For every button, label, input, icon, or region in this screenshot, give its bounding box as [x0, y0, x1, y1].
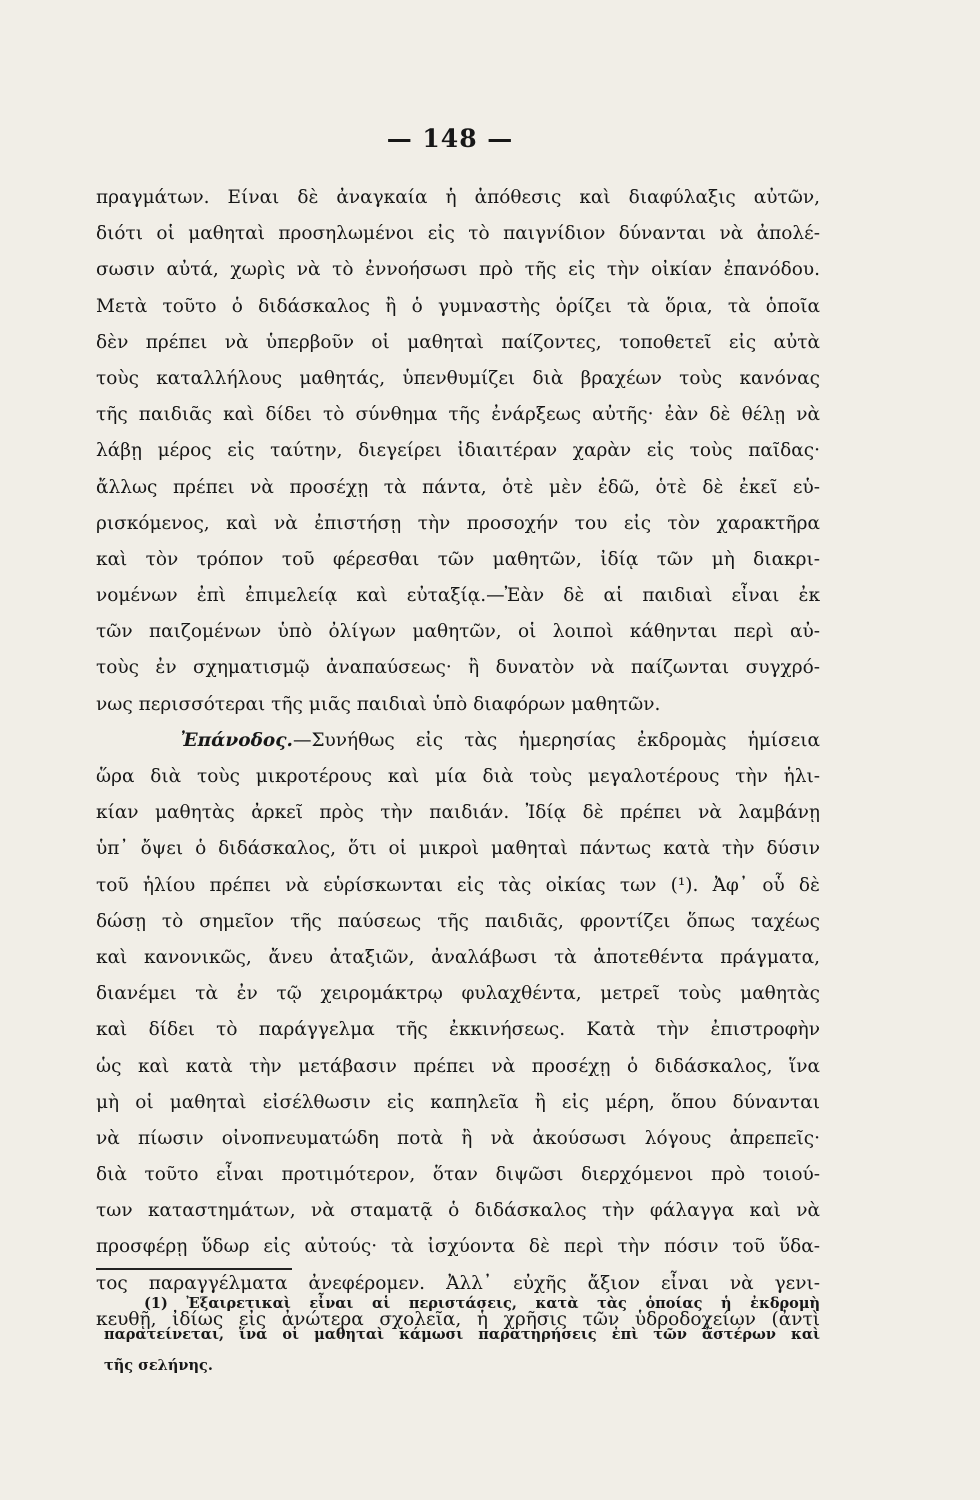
- text-line: σωσιν αὐτά, χωρὶς νὰ τὸ ἐννοήσωσι πρὸ τῆς εἰς τὴν οἰκίαν ἐπανόδου.: [96, 259, 820, 281]
- footnote-divider: [96, 1268, 292, 1270]
- text-line: καὶ κανονικῶς, ἄνευ ἀταξιῶν, ἀναλάβωσι τὰ ἀποτεθέντα πράγματα,: [96, 946, 820, 968]
- text-line: νομένων ἐπὶ ἐπιμελείᾳ καὶ εὐταξίᾳ.—Ἐὰν δὲ αἱ παιδιαὶ εἶναι ἐκ: [96, 585, 820, 607]
- text-line: νως περισσότεραι τῆς μιᾶς παιδιαὶ ὑπὸ διαφόρων μαθητῶν.: [96, 693, 661, 715]
- text-line: διότι οἱ μαθηταὶ προσηλωμένοι εἰς τὸ παιγνίδιον δύνανται νὰ ἀπολέ-: [96, 223, 820, 245]
- text-line: ρισκόμενος, καὶ νὰ ἐπιστήσῃ τὴν προσοχήν του εἰς τὸν χαρακτῆρα: [96, 512, 820, 534]
- footnotes: [104, 1288, 820, 1381]
- text-line: Μετὰ τοῦτο ὁ διδάσκαλος ἢ ὁ γυμναστὴς ὁρίζει τὰ ὅρια, τὰ ὁποῖα: [96, 295, 820, 317]
- section-heading: Ἐπάνοδος.: [180, 729, 293, 751]
- text-line: τοὺς ἐν σχηματισμῷ ἀναπαύσεως· ἢ δυνατὸν νὰ παίζωνται συγχρό-: [96, 657, 820, 679]
- text-line: ὑπ᾽ ὄψει ὁ διδάσκαλος, ὅτι οἱ μικροὶ μαθηταὶ πάντως κατὰ τὴν δύσιν: [96, 838, 820, 860]
- heading-continuation: —Συνήθως εἰς τὰς ἡμερησίας ἐκδρομὰς ἡμίσεια: [292, 729, 820, 751]
- text-line: ὥρα διὰ τοὺς μικροτέρους καὶ μία διὰ τοὺς μεγαλοτέρους τὴν ἡλι-: [96, 766, 820, 787]
- text-line: τῆς παιδιᾶς καὶ δίδει τὸ σύνθημα τῆς ἐνάρξεως αὐτῆς· ἐὰν δὲ θέλῃ νὰ: [96, 404, 820, 426]
- text-line: κευθῇ, ἰδίως εἰς ἀνώτερα σχολεῖα, ἡ χρῆσις τῶν ὑδροδοχείων (ἀντὶ: [96, 1308, 820, 1330]
- text-line: καὶ τὸν τρόπον τοῦ φέρεσθαι τῶν μαθητῶν, ἰδίᾳ τῶν μὴ διακρι-: [96, 548, 820, 570]
- text-line: προσφέρῃ ὕδωρ εἰς αὐτούς· τὰ ἰσχύοντα δὲ περὶ τὴν πόσιν τοῦ ὕδα-: [96, 1236, 820, 1258]
- footnote-line: παρατείνεται, ἵνα οἱ μαθηταὶ κάμωσι παρατηρήσεις ἐπὶ τῶν ἀστέρων καὶ: [104, 1326, 820, 1343]
- text-line: δὲν πρέπει νὰ ὑπερβοῦν οἱ μαθηταὶ παίζοντες, τοποθετεῖ εἰς αὐτὰ: [96, 331, 820, 353]
- body-text: [96, 180, 820, 1338]
- text-line: νὰ πίωσιν οἰνοπνευματώδη ποτὰ ἢ νὰ ἀκούσωσι λόγους ἀπρεπεῖς·: [96, 1127, 820, 1149]
- text-line: τοῦ ἡλίου πρέπει νὰ εὑρίσκωνται εἰς τὰς οἰκίας των (¹). Ἀφ᾽ οὗ δὲ: [96, 874, 820, 896]
- text-line: των καταστημάτων, νὰ σταματᾷ ὁ διδάσκαλος τὴν φάλαγγα καὶ νὰ: [96, 1200, 820, 1222]
- text-line: δώσῃ τὸ σημεῖον τῆς παύσεως τῆς παιδιᾶς, φροντίζει ὅπως ταχέως: [96, 910, 820, 932]
- text-line: μὴ οἱ μαθηταὶ εἰσέλθωσιν εἰς καπηλεῖα ἢ εἰς μέρη, ὅπου δύνανται: [96, 1091, 820, 1113]
- text-line: τῶν παιζομένων ὑπὸ ὀλίγων μαθητῶν, οἱ λοιποὶ κάθηνται περὶ αὐ-: [96, 621, 820, 643]
- footnote-line: (1) Ἐξαιρετικαὶ εἶναι αἱ περιστάσεις, κατὰ τὰς ὁποίας ἡ ἐκδρομὴ: [144, 1295, 820, 1312]
- text-line: κίαν μαθητὰς ἀρκεῖ πρὸς τὴν παιδιάν. Ἰδίᾳ δὲ πρέπει νὰ λαμβάνῃ: [96, 802, 820, 824]
- text-line: ἄλλως πρέπει νὰ προσέχῃ τὰ πάντα, ὁτὲ μὲν ἐδῶ, ὁτὲ δὲ ἐκεῖ εὑ-: [96, 476, 820, 498]
- text-line: τοὺς καταλλήλους μαθητάς, ὑπενθυμίζει διὰ βραχέων τοὺς κανόνας: [96, 367, 820, 389]
- text-line: διανέμει τὰ ἐν τῷ χειρομάκτρῳ φυλαχθέντα, μετρεῖ τοὺς μαθητὰς: [96, 983, 820, 1005]
- page-number: — 148 —: [386, 124, 514, 153]
- text-line: τος παραγγέλματα ἀνεφέρομεν. Ἀλλ᾽ εὐχῆς ἄξιον εἶναι νὰ γενι-: [96, 1272, 820, 1294]
- text-line: ὡς καὶ κατὰ τὴν μετάβασιν πρέπει νὰ προσέχῃ ὁ διδάσκαλος, ἵνα: [96, 1055, 820, 1077]
- footnote-line: τῆς σελήνης.: [104, 1357, 213, 1374]
- text-line: διὰ τοῦτο εἶναι προτιμότερον, ὅταν διψῶσι διερχόμενοι πρὸ τοιού-: [96, 1164, 820, 1186]
- text-line: καὶ δίδει τὸ παράγγελμα τῆς ἐκκινήσεως. Κατὰ τὴν ἐπιστροφὴν: [96, 1019, 820, 1041]
- section-heading-line: [96, 723, 820, 759]
- text-line: πραγμάτων. Είναι δὲ ἀναγκαία ἡ ἀπόθεσις καὶ διαφύλαξις αὐτῶν,: [96, 187, 820, 208]
- text-line: λάβῃ μέρος εἰς ταύτην, διεγείρει ἰδιαιτέραν χαρὰν εἰς τοὺς παῖδας·: [96, 440, 820, 462]
